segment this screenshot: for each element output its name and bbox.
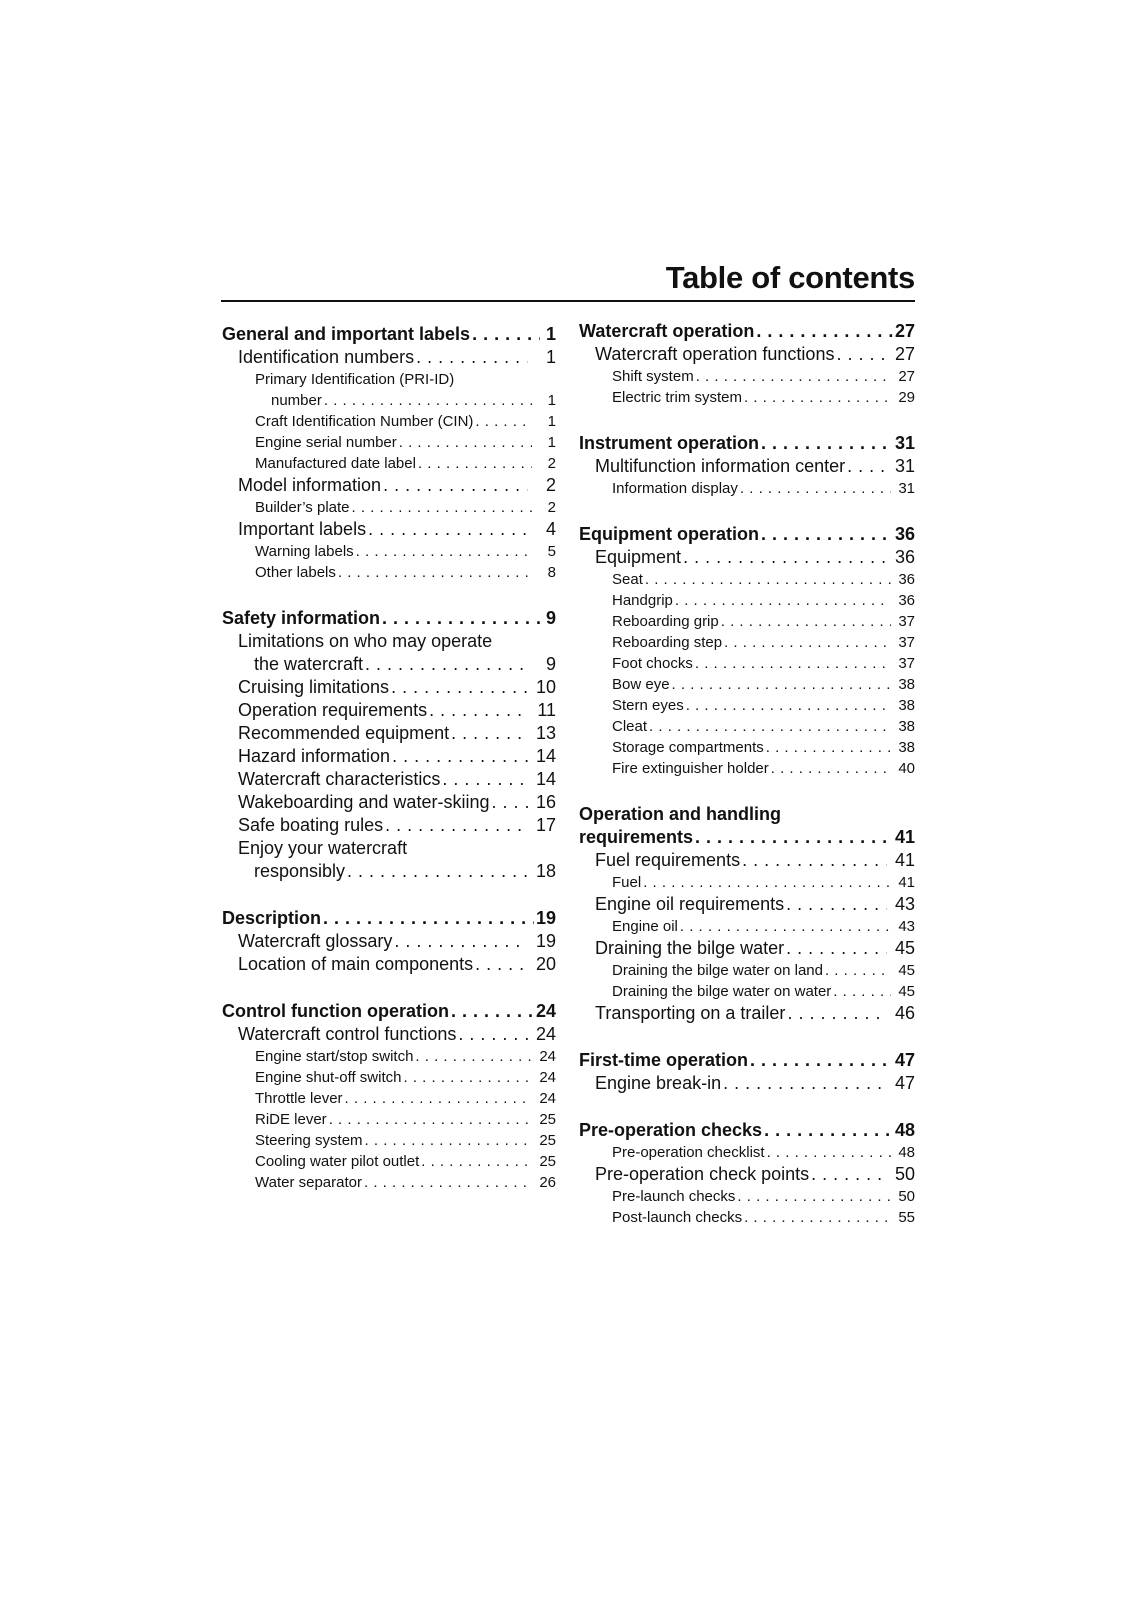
dot-leader [365, 653, 528, 676]
toc-entry-title: Watercraft control functions [238, 1024, 457, 1044]
toc-entry-title: Multifunction information center [595, 456, 846, 476]
toc-entry-title: Draining the bilge water on land [612, 962, 823, 979]
dot-leader [364, 1172, 532, 1193]
toc-subsection-entry[interactable] [579, 590, 915, 611]
dot-leader [458, 1023, 528, 1046]
toc-page-number: 16 [535, 792, 556, 812]
toc-entry-title: Bow eye [612, 676, 670, 693]
toc-page-number: 38 [898, 718, 915, 735]
toc-page-number: 24 [539, 1090, 556, 1107]
dot-leader [686, 695, 891, 716]
toc-section-entry[interactable] [222, 953, 556, 976]
toc-page-number: 25 [539, 1132, 556, 1149]
toc-entry-title: Pre-launch checks [612, 1188, 736, 1205]
toc-page-number: 45 [898, 983, 915, 1000]
toc-page-number: 45 [898, 962, 915, 979]
toc-subsection-entry[interactable] [222, 1088, 556, 1109]
toc-entry-title: responsibly [254, 861, 346, 881]
toc-page-number: 29 [898, 389, 915, 406]
toc-entry-title: Water separator [255, 1174, 362, 1191]
toc-page-number: 24 [535, 1024, 556, 1044]
toc-entry-title: Recommended equipment [238, 723, 450, 743]
toc-entry-title: Hazard information [238, 746, 391, 766]
toc-page-number: 20 [535, 954, 556, 974]
toc-subsection-entry[interactable] [579, 695, 915, 716]
toc-page-number: 41 [898, 874, 915, 891]
toc-section-entry[interactable] [222, 1023, 556, 1046]
dot-leader [345, 1088, 532, 1109]
toc-section [222, 907, 556, 976]
toc-subsection-entry[interactable] [222, 1151, 556, 1172]
toc-page-number: 40 [898, 760, 915, 777]
toc-entry-title: Enjoy your watercraft [238, 838, 408, 858]
toc-page-number: 27 [894, 344, 915, 364]
toc-page-number: 10 [535, 677, 556, 697]
toc-chapter-entry[interactable] [222, 607, 556, 630]
toc-subsection-entry[interactable] [579, 916, 915, 937]
dot-leader [737, 1186, 891, 1207]
toc-subsection-entry[interactable] [579, 478, 915, 499]
title-divider [221, 300, 915, 302]
dot-leader [766, 737, 891, 758]
toc-page-number: 14 [535, 746, 556, 766]
toc-page-number: 9 [545, 608, 556, 628]
toc-section [579, 1049, 915, 1095]
toc-entry-title: Operation requirements [238, 700, 428, 720]
toc-subsection-entry[interactable] [579, 758, 915, 779]
dot-leader [695, 826, 893, 849]
toc-entry-title: Equipment operation [579, 524, 759, 544]
toc-section [579, 523, 915, 779]
toc-page-number: 43 [894, 894, 915, 914]
toc-entry-title: Storage compartments [612, 739, 764, 756]
toc-section-entry[interactable] [222, 722, 556, 745]
dot-leader [403, 1067, 532, 1088]
dot-leader [415, 1046, 532, 1067]
dot-leader [750, 1049, 893, 1072]
toc-right-column [579, 320, 915, 1228]
toc-entry-continuation [238, 653, 556, 676]
toc-subsection-entry[interactable] [579, 1207, 915, 1228]
toc-page-number: 47 [894, 1073, 915, 1093]
toc-page-number: 1 [545, 324, 556, 344]
toc-subsection-entry[interactable] [579, 737, 915, 758]
toc-subsection-entry[interactable] [579, 872, 915, 893]
dot-leader [391, 676, 528, 699]
toc-subsection-entry[interactable] [579, 674, 915, 695]
toc-entry-title: Watercraft characteristics [238, 769, 441, 789]
dot-leader [675, 590, 891, 611]
dot-leader [786, 937, 887, 960]
toc-page-number: 2 [545, 475, 556, 495]
toc-page-number: 41 [894, 850, 915, 870]
toc-page-number: 25 [539, 1153, 556, 1170]
toc-page-number: 5 [547, 543, 556, 560]
dot-leader [475, 411, 532, 432]
toc-entry-title: Shift system [612, 368, 694, 385]
toc-section-entry[interactable] [222, 837, 556, 883]
dot-leader [761, 523, 893, 546]
dot-leader [744, 1207, 891, 1228]
toc-entry-title: Watercraft glossary [238, 931, 393, 951]
toc-subsection-entry[interactable] [579, 653, 915, 674]
dot-leader [744, 387, 891, 408]
dot-leader [847, 455, 887, 478]
dot-leader [724, 632, 891, 653]
dot-leader [451, 722, 528, 745]
toc-section-entry[interactable] [579, 1072, 915, 1095]
toc-page-number: 4 [545, 519, 556, 539]
toc-entry-title: Pre-operation checks [579, 1120, 763, 1140]
toc-page-number: 26 [539, 1174, 556, 1191]
toc-page-number: 27 [894, 321, 915, 341]
dot-leader [695, 653, 891, 674]
toc-entry-title: Reboarding step [612, 634, 723, 651]
toc-section [222, 1000, 556, 1193]
toc-page-number: 50 [894, 1164, 915, 1184]
toc-entry-title: Primary Identification (PRI-ID) [255, 371, 455, 388]
toc-page-number: 27 [898, 368, 915, 385]
toc-subsection-entry[interactable] [222, 497, 556, 518]
toc-page-number: 31 [894, 456, 915, 476]
toc-page-number: 38 [898, 739, 915, 756]
toc-chapter-entry[interactable] [579, 523, 915, 546]
toc-subsection-entry[interactable] [579, 1186, 915, 1207]
dot-leader [399, 432, 532, 453]
toc-page-number: 2 [547, 455, 556, 472]
toc-subsection-entry[interactable] [222, 1067, 556, 1088]
toc-subsection-entry[interactable] [579, 366, 915, 387]
toc-subsection-entry[interactable] [579, 960, 915, 981]
toc-chapter-entry[interactable] [579, 320, 915, 343]
toc-entry-title: Identification numbers [238, 347, 415, 367]
toc-page-number: 1 [547, 413, 556, 430]
dot-leader [429, 699, 528, 722]
toc-page-number: 45 [894, 938, 915, 958]
toc-entry-title: Throttle lever [255, 1090, 343, 1107]
toc-subsection-entry[interactable] [579, 716, 915, 737]
toc-entry-title: Post-launch checks [612, 1209, 743, 1226]
toc-page-number: 48 [898, 1144, 915, 1161]
dot-leader [645, 569, 891, 590]
toc-entry-title: Craft Identification Number (CIN) [255, 413, 474, 430]
toc-entry-title: Warning labels [255, 543, 354, 560]
toc-subsection-entry[interactable] [222, 541, 556, 562]
toc-entry-title: Watercraft operation [579, 321, 755, 341]
toc-entry-title: Safety information [222, 608, 381, 628]
dot-leader [475, 953, 528, 976]
dot-leader [723, 1072, 887, 1095]
toc-section-entry[interactable] [579, 849, 915, 872]
dot-leader [352, 497, 532, 518]
toc-section [579, 320, 915, 408]
toc-page-number: 13 [535, 723, 556, 743]
toc-page-number: 24 [539, 1069, 556, 1086]
dot-leader [767, 1142, 891, 1163]
toc-subsection-entry[interactable] [222, 1046, 556, 1067]
toc-entry-continuation [255, 390, 556, 411]
toc-page-number: 11 [537, 700, 556, 720]
toc-page-number: 36 [894, 524, 915, 544]
toc-entry-title: Transporting on a trailer [595, 1003, 786, 1023]
toc-page-number: 46 [894, 1003, 915, 1023]
dot-leader [680, 916, 891, 937]
toc-entry-title: Engine start/stop switch [255, 1048, 414, 1065]
toc-entry-title: Engine break-in [595, 1073, 722, 1093]
toc-page-number: 36 [898, 571, 915, 588]
toc-subsection-entry[interactable] [222, 453, 556, 474]
toc-entry-title: Seat [612, 571, 643, 588]
toc-entry-title: Safe boating rules [238, 815, 384, 835]
toc-section-entry[interactable] [222, 630, 556, 676]
toc-chapter-entry[interactable] [222, 323, 556, 346]
dot-leader [764, 1119, 893, 1142]
page-title: Table of contents [665, 260, 915, 295]
toc-section-entry[interactable] [222, 791, 556, 814]
toc-section [579, 432, 915, 499]
toc-section-entry[interactable] [222, 745, 556, 768]
toc-entry-title: Important labels [238, 519, 367, 539]
toc-entry-title: Engine serial number [255, 434, 397, 451]
toc-page-number: 19 [535, 931, 556, 951]
dot-leader [418, 453, 532, 474]
dot-leader [421, 1151, 532, 1172]
dot-leader [683, 546, 887, 569]
toc-entry-title: Handgrip [612, 592, 673, 609]
dot-leader [442, 768, 528, 791]
toc-page-number: 18 [535, 861, 556, 881]
toc-entry-title: Fuel [612, 874, 642, 891]
dot-leader [756, 320, 893, 343]
toc-section-entry[interactable] [222, 699, 556, 722]
toc-page-number: 1 [547, 392, 556, 409]
toc-entry-title: Electric trim system [612, 389, 743, 406]
toc-entry-title: Information display [612, 480, 738, 497]
toc-entry-title: Draining the bilge water on water [612, 983, 832, 1000]
toc-section-entry[interactable] [579, 1163, 915, 1186]
toc-entry-title: Engine oil requirements [595, 894, 785, 914]
toc-page-number: 37 [898, 634, 915, 651]
toc-chapter-entry[interactable] [579, 1049, 915, 1072]
dot-leader [368, 518, 528, 541]
toc-entry-title: Equipment [595, 547, 682, 567]
toc-subsection-entry[interactable] [222, 432, 556, 453]
toc-page-number: 1 [545, 347, 556, 367]
toc-subsection-entry[interactable] [222, 1172, 556, 1193]
toc-page-number: 9 [545, 654, 556, 674]
toc-entry-title: Fuel requirements [595, 850, 741, 870]
toc-page-number: 31 [898, 480, 915, 497]
dot-leader [382, 607, 540, 630]
toc-entry-title: First-time operation [579, 1050, 749, 1070]
toc-entry-title: Operation and handling [579, 804, 781, 824]
toc-page-number: 50 [898, 1188, 915, 1205]
toc-chapter-entry[interactable] [579, 803, 915, 849]
toc-entry-title: Pre-operation check points [595, 1164, 810, 1184]
toc-section-entry[interactable] [579, 546, 915, 569]
dot-leader [696, 366, 891, 387]
dot-leader [649, 716, 891, 737]
dot-leader [394, 930, 528, 953]
toc-entry-title: General and important labels [222, 324, 471, 344]
toc-subsection-entry[interactable] [579, 611, 915, 632]
dot-leader [451, 1000, 534, 1023]
toc-entry-title: Cooling water pilot outlet [255, 1153, 420, 1170]
toc-page-number: 48 [894, 1120, 915, 1140]
toc-section [222, 607, 556, 883]
toc-section-entry[interactable] [222, 676, 556, 699]
toc-entry-title: Engine oil [612, 918, 678, 935]
dot-leader [329, 1109, 532, 1130]
dot-leader [323, 907, 534, 930]
toc-section-entry[interactable] [579, 1002, 915, 1025]
dot-leader [672, 674, 891, 695]
toc-entry-continuation [579, 826, 915, 849]
toc-entry-title: Cleat [612, 718, 648, 735]
toc-section-entry[interactable] [579, 455, 915, 478]
toc-section-entry[interactable] [222, 474, 556, 497]
toc-section-entry[interactable] [579, 893, 915, 916]
toc-subsection-entry[interactable] [222, 411, 556, 432]
toc-chapter-entry[interactable] [579, 432, 915, 455]
toc-page-number: 47 [894, 1050, 915, 1070]
toc-entry-title: Manufactured date label [255, 455, 416, 472]
dot-leader [392, 745, 528, 768]
toc-page-number: 19 [535, 908, 556, 928]
toc-section-entry[interactable] [579, 343, 915, 366]
toc-page-number: 37 [898, 613, 915, 630]
toc-subsection-entry[interactable] [579, 981, 915, 1002]
toc-subsection-entry[interactable] [222, 369, 556, 411]
toc-entry-title: Builder’s plate [255, 499, 350, 516]
toc-entry-title: Instrument operation [579, 433, 760, 453]
toc-page-number: 55 [898, 1209, 915, 1226]
toc-entry-title: Pre-operation checklist [612, 1144, 765, 1161]
toc-entry-title: Limitations on who may operate [238, 631, 493, 651]
toc-section [579, 803, 915, 1025]
dot-leader [825, 960, 891, 981]
toc-section-entry[interactable] [222, 768, 556, 791]
toc-page-number: 31 [894, 433, 915, 453]
toc-section-entry[interactable] [222, 814, 556, 837]
toc-page-number: 24 [539, 1048, 556, 1065]
toc-left-column [222, 323, 556, 1193]
dot-leader [416, 346, 528, 369]
toc-subsection-entry[interactable] [222, 562, 556, 583]
dot-leader [643, 872, 891, 893]
dot-leader [740, 478, 891, 499]
dot-leader [771, 758, 891, 779]
toc-page-number: 14 [535, 769, 556, 789]
toc-page-number: 2 [547, 499, 556, 516]
toc-page-number: 17 [535, 815, 556, 835]
toc-entry-continuation [238, 860, 556, 883]
toc-entry-title: Fire extinguisher holder [612, 760, 769, 777]
toc-page-number: 43 [898, 918, 915, 935]
toc-section [222, 323, 556, 583]
dot-leader [385, 814, 528, 837]
toc-page-number: 25 [539, 1111, 556, 1128]
dot-leader [365, 1130, 532, 1151]
toc-page-number: 37 [898, 655, 915, 672]
toc-subsection-entry[interactable] [222, 1130, 556, 1151]
toc-entry-title: Model information [238, 475, 382, 495]
dot-leader [742, 849, 887, 872]
toc-section-entry[interactable] [222, 930, 556, 953]
toc-entry-title: Control function operation [222, 1001, 449, 1021]
toc-entry-title: Description [222, 908, 322, 928]
toc-section-entry[interactable] [222, 518, 556, 541]
dot-leader [472, 323, 540, 346]
toc-subsection-entry[interactable] [579, 387, 915, 408]
toc-page-number: 36 [898, 592, 915, 609]
toc-entry-title: Foot chocks [612, 655, 693, 672]
dot-leader [356, 541, 532, 562]
toc-chapter-entry[interactable] [222, 1000, 556, 1023]
toc-entry-title: Wakeboarding and water-skiing [238, 792, 490, 812]
dot-leader [347, 860, 528, 883]
toc-page-number: 8 [547, 564, 556, 581]
toc-entry-title: the watercraft [254, 654, 364, 674]
toc-subsection-entry[interactable] [579, 632, 915, 653]
toc-section [579, 1119, 915, 1228]
toc-entry-title: requirements [579, 827, 694, 847]
toc-page-number: 38 [898, 676, 915, 693]
dot-leader [786, 893, 887, 916]
dot-leader [836, 343, 887, 366]
dot-leader [811, 1163, 887, 1186]
toc-entry-title: Stern eyes [612, 697, 684, 714]
toc-entry-title: Watercraft operation functions [595, 344, 835, 364]
toc-entry-title: Engine shut-off switch [255, 1069, 402, 1086]
toc-section-entry[interactable] [222, 346, 556, 369]
toc-page-number: 38 [898, 697, 915, 714]
toc-subsection-entry[interactable] [579, 569, 915, 590]
dot-leader [721, 611, 891, 632]
toc-subsection-entry[interactable] [222, 1109, 556, 1130]
toc-page-number: 1 [547, 434, 556, 451]
toc-page-number: 24 [535, 1001, 556, 1021]
toc-entry-title: number [271, 392, 322, 409]
toc-subsection-entry[interactable] [579, 1142, 915, 1163]
dot-leader [761, 432, 893, 455]
toc-entry-title: Location of main components [238, 954, 474, 974]
dot-leader [491, 791, 528, 814]
toc-entry-title: RiDE lever [255, 1111, 327, 1128]
dot-leader [383, 474, 528, 497]
toc-entry-title: Steering system [255, 1132, 363, 1149]
toc-page-number: 41 [894, 827, 915, 847]
toc-entry-title: Reboarding grip [612, 613, 719, 630]
toc-section-entry[interactable] [579, 937, 915, 960]
toc-chapter-entry[interactable] [579, 1119, 915, 1142]
toc-entry-title: Draining the bilge water [595, 938, 785, 958]
toc-chapter-entry[interactable] [222, 907, 556, 930]
dot-leader [324, 390, 532, 411]
toc-page-number: 36 [894, 547, 915, 567]
toc-entry-title: Other labels [255, 564, 336, 581]
dot-leader [338, 562, 532, 583]
dot-leader [787, 1002, 887, 1025]
dot-leader [833, 981, 891, 1002]
toc-entry-title: Cruising limitations [238, 677, 390, 697]
